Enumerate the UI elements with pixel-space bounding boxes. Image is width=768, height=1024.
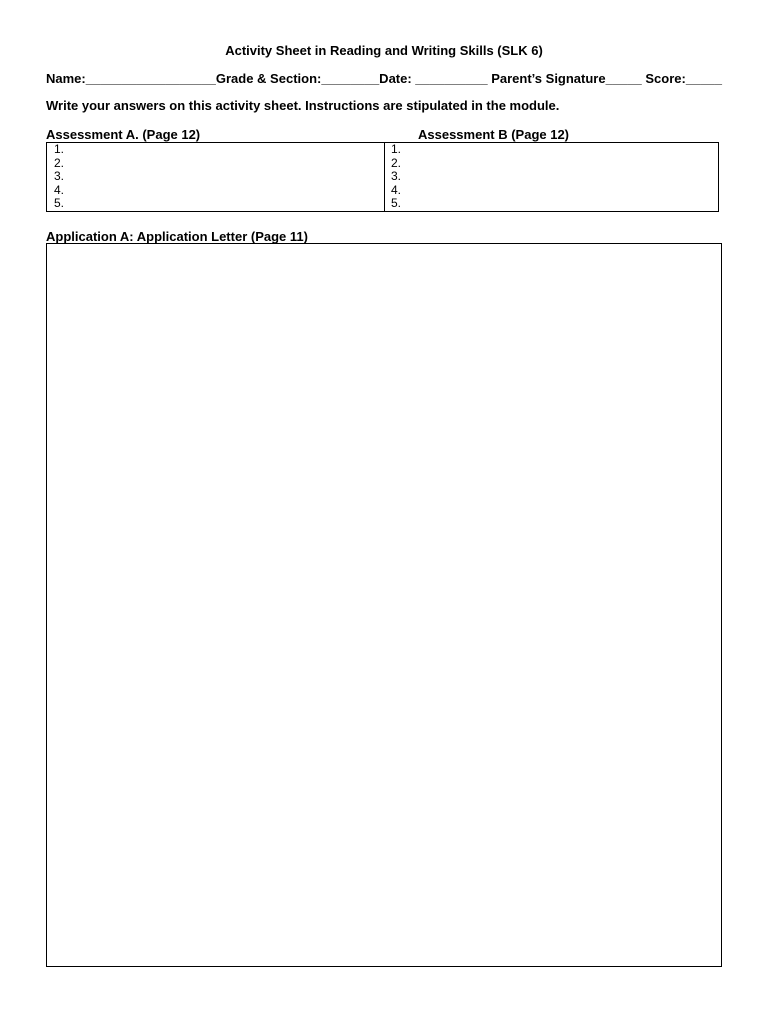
instructions-text: Write your answers on this activity sheet. Instructions are stipulated in the module. (46, 98, 560, 113)
assessment-a-item: 5. (54, 196, 65, 211)
assessment-b-answers[interactable] (385, 143, 718, 211)
assessment-a-label: Assessment A. (Page 12) (46, 127, 201, 142)
application-a-label: Application A: Application Letter (Page 11) (46, 229, 308, 244)
application-letter-box[interactable] (46, 243, 722, 967)
student-info-line: Name:__________________Grade & Section:________Date: __________ Parent’s Signature_____ Score:_____ (46, 71, 722, 86)
assessment-b-item: 4. (391, 182, 402, 197)
assessment-a-answers[interactable] (47, 143, 385, 211)
sheet-title: Activity Sheet in Reading and Writing Skills (SLK 6) (225, 43, 543, 58)
assessment-b-item: 2. (391, 155, 402, 170)
assessment-b-item: 3. (391, 169, 402, 184)
assessment-a-item: 1. (54, 142, 65, 156)
assessment-a-item: 2. (54, 155, 65, 170)
assessment-b-item: 5. (391, 196, 402, 211)
assessment-a-item: 3. (54, 169, 65, 184)
assessment-answer-table (46, 142, 719, 212)
assessment-b-label: Assessment B (Page 12) (418, 127, 570, 142)
assessment-a-item: 4. (54, 182, 65, 197)
assessment-b-item: 1. (391, 142, 402, 156)
